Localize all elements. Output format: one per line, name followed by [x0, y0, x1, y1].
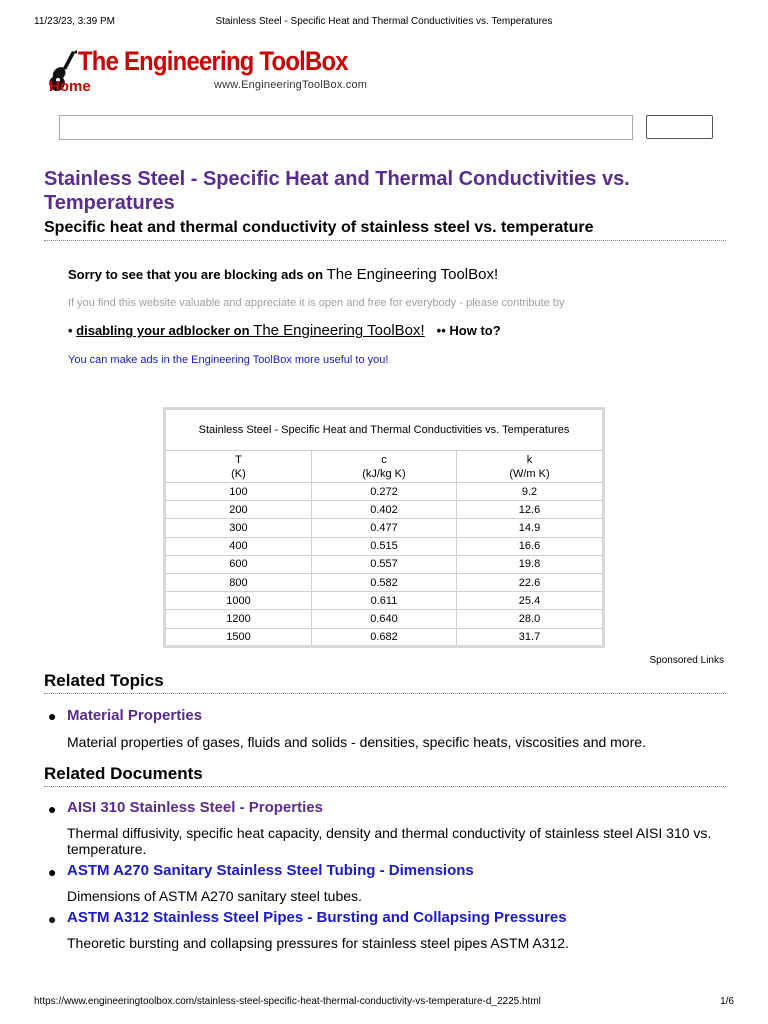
- table-cell: 22.6: [456, 573, 603, 591]
- bullet: •: [68, 323, 77, 338]
- table-cell: 600: [165, 555, 312, 573]
- adblock-contribute-text: If you find this website valuable and appreciate it is open and free for everybody - please contribute by: [68, 297, 565, 309]
- related-topics-heading: Related Topics: [44, 670, 726, 694]
- table-cell: 25.4: [456, 592, 603, 610]
- adblock-notice-text: Sorry to see that you are blocking ads on: [68, 267, 327, 282]
- column-header-temperature: [165, 451, 312, 483]
- table-cell: 16.6: [456, 537, 603, 555]
- table-cell: 0.640: [311, 610, 456, 628]
- related-document-link[interactable]: ASTM A312 Stainless Steel Pipes - Bursting and Collapsing Pressures: [67, 909, 567, 926]
- how-to-link[interactable]: •• How to?: [436, 323, 501, 338]
- adblock-actions: [68, 322, 501, 339]
- table-cell: 31.7: [456, 628, 603, 646]
- search-input[interactable]: [59, 115, 633, 140]
- related-document-link[interactable]: ASTM A270 Sanitary Stainless Steel Tubing - Dimensions: [67, 862, 474, 879]
- table-cell: 0.272: [311, 483, 456, 501]
- table-cell: 200: [165, 501, 312, 519]
- properties-table: [163, 407, 605, 648]
- related-document-desc: Thermal diffusivity, specific heat capacity, density and thermal conductivity of stainless steel AISI 310 vs. temperature.: [67, 825, 712, 857]
- list-bullet: ●: [48, 801, 57, 817]
- list-bullet: ●: [48, 708, 57, 724]
- sponsored-links-label: Sponsored Links: [649, 655, 724, 666]
- table-row: [165, 592, 604, 610]
- column-symbol: c: [381, 453, 387, 466]
- table-cell: 0.582: [311, 573, 456, 591]
- table-cell: 28.0: [456, 610, 603, 628]
- site-logo[interactable]: [46, 46, 386, 98]
- print-page-title: Stainless Steel - Specific Heat and Thermal Conductivities vs. Temperatures: [215, 16, 553, 27]
- table-cell: 0.402: [311, 501, 456, 519]
- column-header-specific-heat: [311, 451, 456, 483]
- ads-useful-text: You can make ads in the Engineering ToolBox more useful to you!: [68, 354, 389, 366]
- print-url: https://www.engineeringtoolbox.com/stainless-steel-specific-heat-thermal-conductivity-vs-temperature-d_2225.html: [34, 996, 541, 1007]
- table-cell: 800: [165, 573, 312, 591]
- column-symbol: k: [526, 453, 533, 466]
- table-cell: 0.557: [311, 555, 456, 573]
- print-footer: [34, 996, 734, 1010]
- adblock-notice: [68, 266, 498, 283]
- related-topic-link[interactable]: Material Properties: [67, 707, 203, 724]
- list-bullet: ●: [48, 864, 57, 880]
- table-row: [165, 573, 604, 591]
- related-document-desc: Theoretic bursting and collapsing pressures for stainless steel pipes ASTM A312.: [67, 935, 569, 951]
- table-row: [165, 628, 604, 646]
- disable-adblocker-link-text: disabling your adblocker on: [76, 323, 254, 338]
- table-row: [165, 610, 604, 628]
- table-cell: 0.477: [311, 519, 456, 537]
- related-document-link[interactable]: AISI 310 Stainless Steel - Properties: [67, 799, 323, 816]
- table-row: [165, 555, 604, 573]
- related-documents-heading: Related Documents: [44, 763, 726, 787]
- table-cell: 1200: [165, 610, 312, 628]
- table-cell: 0.611: [311, 592, 456, 610]
- disable-adblocker-link-brand: The Engineering ToolBox!: [253, 322, 425, 339]
- adblock-notice-brand: The Engineering ToolBox!: [326, 266, 499, 283]
- related-topic-desc: Material properties of gases, fluids and solids - densities, specific heats, viscosities and more.: [67, 734, 646, 750]
- table-row: [165, 519, 604, 537]
- column-symbol: T: [235, 453, 242, 466]
- home-link[interactable]: Home: [49, 78, 91, 95]
- disable-adblocker-link[interactable]: [76, 323, 425, 338]
- print-timestamp: 11/23/23, 3:39 PM: [34, 16, 115, 27]
- table-cell: 1500: [165, 628, 312, 646]
- column-unit: (kJ/kg K): [362, 467, 406, 480]
- print-page-number: 1/6: [720, 996, 734, 1007]
- table-cell: 300: [165, 519, 312, 537]
- table-row: [165, 483, 604, 501]
- table-cell: 12.6: [456, 501, 603, 519]
- table-row: [165, 537, 604, 555]
- list-bullet: ●: [48, 911, 57, 927]
- column-unit: (W/m K): [509, 467, 550, 480]
- logo-title: The Engineering ToolBox: [78, 46, 348, 76]
- related-document-desc: Dimensions of ASTM A270 sanitary steel tubes.: [67, 888, 362, 904]
- table-row: [165, 501, 604, 519]
- page-subtitle: Specific heat and thermal conductivity of stainless steel vs. temperature: [44, 218, 726, 241]
- table-cell: 400: [165, 537, 312, 555]
- table-cell: 9.2: [456, 483, 603, 501]
- column-header-conductivity: [456, 451, 603, 483]
- page-title: Stainless Steel - Specific Heat and Thermal Conductivities vs. Temperatures: [44, 168, 630, 214]
- logo-url: www.EngineeringToolBox.com: [214, 79, 368, 91]
- column-unit: (K): [231, 467, 246, 480]
- table-cell: 100: [165, 483, 312, 501]
- table-caption: Stainless Steel - Specific Heat and Thermal Conductivities vs. Temperatures: [165, 409, 604, 451]
- table-cell: 19.8: [456, 555, 603, 573]
- print-header: [34, 16, 734, 30]
- table-cell: 0.515: [311, 537, 456, 555]
- table-cell: 1000: [165, 592, 312, 610]
- table-cell: 14.9: [456, 519, 603, 537]
- search-button[interactable]: [646, 115, 713, 139]
- table-cell: 0.682: [311, 628, 456, 646]
